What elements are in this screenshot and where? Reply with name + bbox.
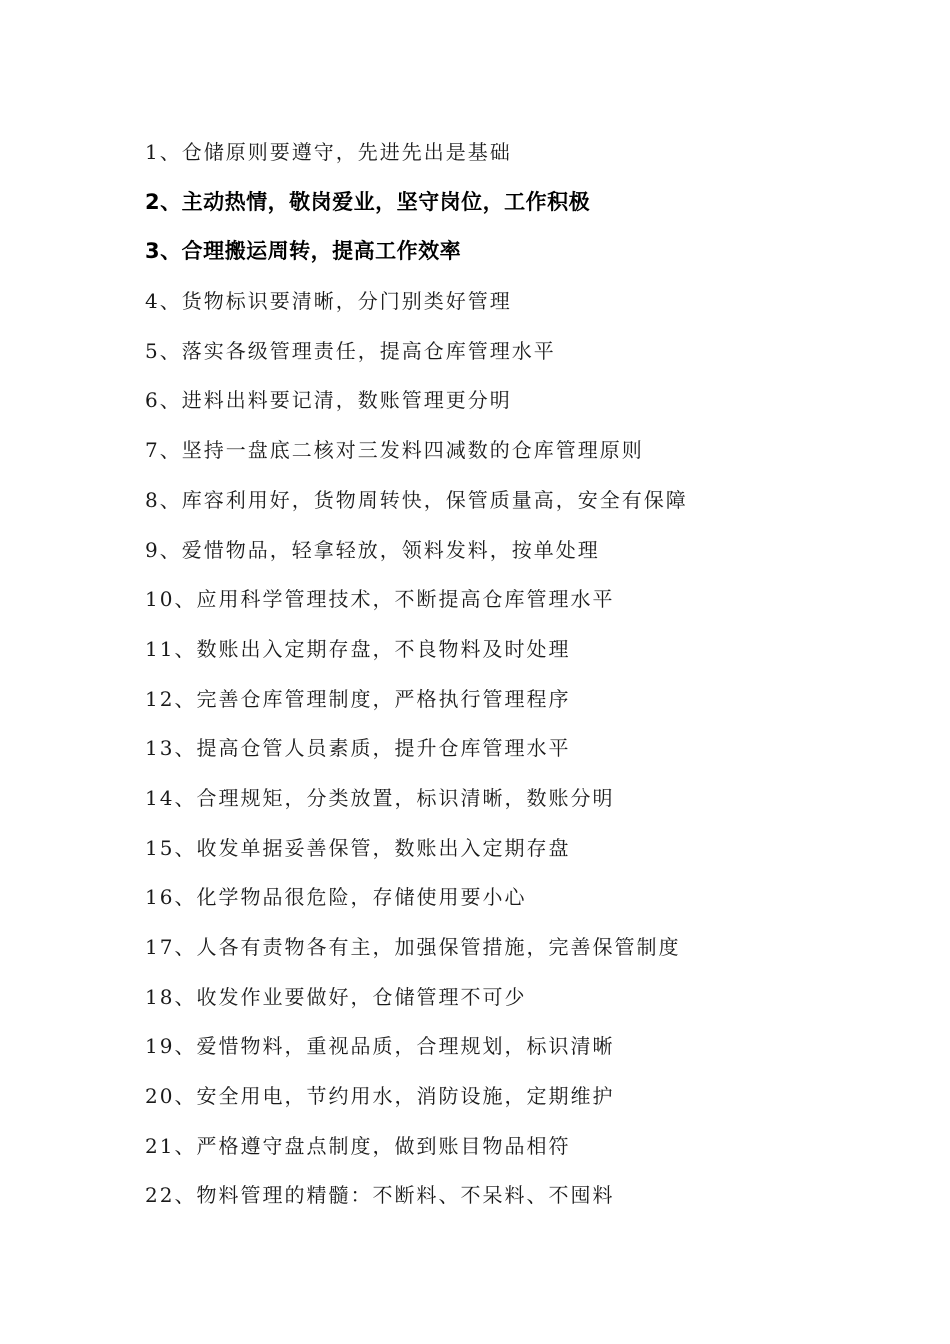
- list-item: 16、化学物品很危险，存储使用要小心: [145, 885, 527, 910]
- list-item: 18、收发作业要做好，仓储管理不可少: [145, 984, 527, 1009]
- list-item: 15、收发单据妥善保管，数账出入定期存盘: [145, 835, 571, 860]
- list-item: 4、货物标识要清晰，分门别类好管理: [145, 289, 512, 314]
- list-item: 19、爱惜物料，重视品质，合理规划，标识清晰: [145, 1034, 615, 1059]
- list-item: 14、合理规矩，分类放置，标识清晰，数账分明: [145, 785, 615, 810]
- list-item: 9、爱惜物品，轻拿轻放，领料发料，按单处理: [145, 537, 600, 562]
- list-item: 13、提高仓管人员素质，提升仓库管理水平: [145, 736, 571, 761]
- list-item: 5、落实各级管理责任，提高仓库管理水平: [145, 338, 556, 363]
- list-item: 20、安全用电，节约用水，消防设施，定期维护: [145, 1084, 615, 1109]
- list-item: 17、人各有责物各有主，加强保管措施，完善保管制度: [145, 935, 681, 959]
- list-item: 2、主动热情，敬岗爱业，坚守岗位，工作积极: [145, 189, 591, 214]
- list-item: 8、库容利用好，货物周转快，保管质量高，安全有保障: [145, 487, 688, 512]
- slogan-list: [145, 134, 905, 1227]
- list-item: 12、完善仓库管理制度，严格执行管理程序: [145, 686, 571, 711]
- list-item: 6、进料出料要记清，数账管理更分明: [145, 388, 512, 413]
- list-item: 11、数账出入定期存盘，不良物料及时处理: [145, 636, 571, 661]
- list-item: 22、物料管理的精髓：不断料、不呆料、不囤料: [145, 1183, 615, 1208]
- list-item: 7、坚持一盘底二核对三发料四减数的仓库管理原则: [145, 438, 644, 463]
- list-item: 3、合理搬运周转，提高工作效率: [145, 239, 462, 264]
- list-item: 10、应用科学管理技术，不断提高仓库管理水平: [145, 587, 615, 612]
- list-item: 1、仓储原则要遵守，先进先出是基础: [145, 140, 512, 164]
- list-item: 21、严格遵守盘点制度，做到账目物品相符: [145, 1133, 571, 1158]
